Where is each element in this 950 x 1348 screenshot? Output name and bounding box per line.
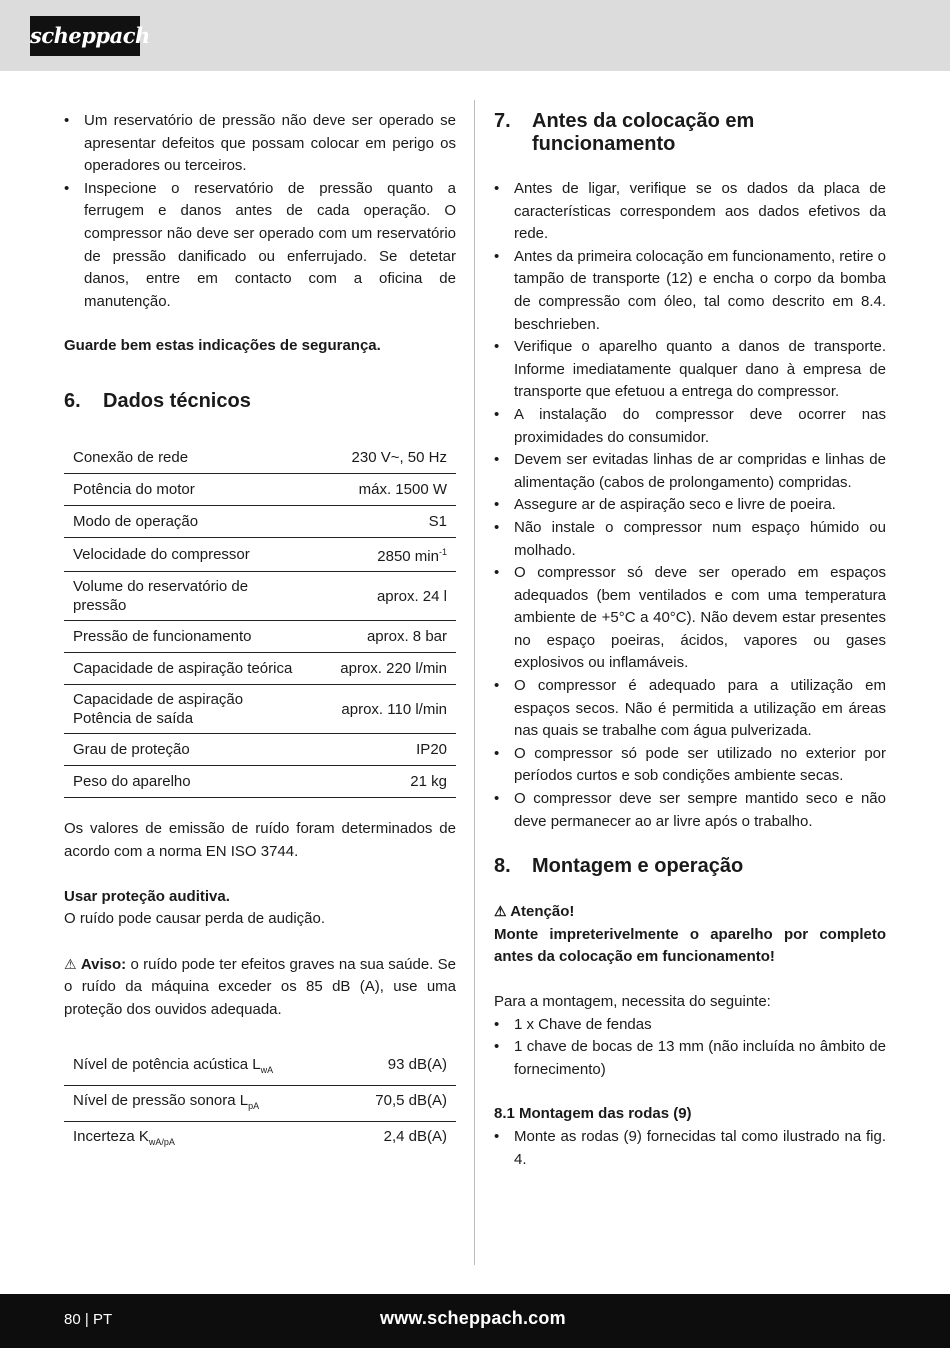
subscript: wA/pA bbox=[148, 1136, 175, 1147]
noise-intro: Os valores de emissão de ruído foram determinados de acordo com a norma EN ISO 3744. bbox=[64, 820, 456, 861]
column-divider bbox=[474, 100, 475, 1265]
aviso-label: Aviso: bbox=[80, 955, 127, 973]
safety-bullet-list bbox=[64, 110, 456, 313]
spec-label: Velocidade do compressor bbox=[64, 538, 312, 572]
table-row bbox=[64, 442, 456, 474]
table-row bbox=[64, 1121, 456, 1157]
hearing-title: Usar proteção auditiva. bbox=[64, 887, 230, 905]
noise-label: Nível de potência acústica $L_{wA}$ bbox=[64, 1050, 342, 1086]
list-item: • Assegure ar de aspiração seco e livre de poeira. bbox=[494, 494, 886, 517]
website-url: www.scheppach.com bbox=[380, 1308, 566, 1328]
list-item: • Inspecione o reservatório de pressão quanto a ferrugem e danos antes de cada operação. O compressor não deve ser operado com um reservatório de pressão danificado ou enferrujado. Se detetar danos, entre em contacto com a oficina de manutenção. bbox=[64, 178, 456, 314]
table-row bbox=[64, 1085, 456, 1121]
section-number: 8. bbox=[494, 855, 511, 878]
left-column bbox=[64, 110, 456, 1157]
list-item: • O compressor é adequado para a utilização em espaços secos. Não é permitida a utilização em áreas nas quais se trabalhe com água pulverizada. bbox=[494, 675, 886, 743]
table-row bbox=[64, 621, 456, 653]
table-row bbox=[64, 653, 456, 685]
noise-value: 93 dB(A) bbox=[342, 1050, 456, 1086]
table-row bbox=[64, 572, 456, 621]
list-item: • 1 chave de bocas de 13 mm (não incluída no âmbito de fornecimento) bbox=[494, 1036, 886, 1081]
spec-value: IP20 bbox=[312, 734, 456, 766]
section-heading-8 bbox=[494, 855, 886, 878]
preparation-bullet-list bbox=[494, 178, 886, 833]
spec-value: aprox. 220 l/min bbox=[312, 653, 456, 685]
spec-value: máx. 1500 W bbox=[312, 474, 456, 506]
warning-icon: ⚠ bbox=[494, 903, 507, 920]
page-number: 80 bbox=[64, 1311, 81, 1328]
list-item: • Não instale o compressor num espaço húmido ou molhado. bbox=[494, 517, 886, 562]
tools-intro: Para a montagem, necessita do seguinte: bbox=[494, 993, 771, 1010]
list-item: • Verifique o aparelho quanto a danos de transporte. Informe imediatamente qualquer dano à empresa de transporte que efetuou a entrega do compressor. bbox=[494, 336, 886, 404]
table-row bbox=[64, 1050, 456, 1086]
language-code: PT bbox=[92, 1311, 113, 1328]
right-column bbox=[494, 110, 886, 1171]
noise-label: Nível de pressão sonora $L_{pA}$ bbox=[64, 1085, 342, 1121]
brand-logo: scheppach bbox=[30, 16, 140, 56]
table-row bbox=[64, 734, 456, 766]
list-item: • O compressor só pode ser utilizado no exterior por períodos curtos e sob condições ambiente secas. bbox=[494, 743, 886, 788]
hearing-text: O ruído pode causar perda de audição. bbox=[64, 910, 326, 928]
list-item: • Antes de ligar, verifique se os dados da placa de características correspondem aos dados efetivos da rede. bbox=[494, 178, 886, 246]
table-row bbox=[64, 474, 456, 506]
list-item: • O compressor deve ser sempre mantido seco e não deve permanecer ao ar livre após o trabalho. bbox=[494, 788, 886, 833]
spec-label: Pressão de funcionamento bbox=[64, 621, 312, 653]
list-item: • Antes da primeira colocação em funcionamento, retire o tampão de transporte (12) e encha o corpo da bomba de compressão com óleo, tal como descrito em 8.4. beschrieben. bbox=[494, 246, 886, 336]
section-heading-6 bbox=[64, 388, 456, 414]
section-number: 6. bbox=[64, 389, 81, 412]
spec-value: 2850 $\min^{-1}$ bbox=[312, 538, 456, 572]
spec-value: 21 kg bbox=[312, 766, 456, 798]
spec-label: Volume do reservatório de pressão bbox=[64, 572, 312, 621]
section-title: Montagem e operação bbox=[532, 855, 744, 878]
list-item: • Devem ser evitadas linhas de ar compridas e linhas de alimentação (cabos de prolongamento) compridas. bbox=[494, 449, 886, 494]
section-heading-7 bbox=[494, 110, 886, 156]
spec-value: aprox. 24 l bbox=[312, 572, 456, 621]
section-title: Antes da colocação em funcionamento bbox=[532, 110, 755, 155]
spec-value: aprox. 110 l/min bbox=[312, 685, 456, 734]
page-header bbox=[0, 0, 950, 71]
noise-table bbox=[64, 1050, 456, 1157]
section-number: 7. bbox=[494, 110, 511, 132]
noise-label: Incerteza $K_{wA/pA}$ bbox=[73, 1127, 175, 1147]
warning-icon: ⚠ bbox=[64, 955, 77, 972]
aviso-paragraph bbox=[64, 953, 456, 1022]
table-row bbox=[64, 538, 456, 572]
attention-heading: ⚠ Atenção! bbox=[494, 900, 886, 924]
list-item: • A instalação do compressor deve ocorrer nas proximidades do consumidor. bbox=[494, 404, 886, 449]
table-row bbox=[64, 766, 456, 798]
table-row bbox=[64, 506, 456, 538]
page-footer bbox=[0, 1294, 950, 1348]
subsection-heading-8-1: 8.1 Montagem das rodas (9) bbox=[494, 1105, 692, 1123]
aviso-text: o ruído pode ter efeitos graves na sua saúde. Se o ruído da máquina exceder os 85 dB (A), use uma proteção dos ouvidos adequada. bbox=[64, 955, 456, 1018]
spec-value: aprox. 8 bar bbox=[312, 621, 456, 653]
superscript: -1 bbox=[438, 547, 447, 558]
spec-label: Modo de operação bbox=[64, 506, 312, 538]
spec-label: Capacidade de aspiração Potência de saída bbox=[64, 685, 312, 734]
technical-data-table bbox=[64, 442, 456, 799]
wheels-bullet-list bbox=[494, 1126, 886, 1171]
tools-list bbox=[494, 1014, 886, 1082]
attention-text: Monte impreterivelmente o aparelho por completo antes da colocação em funcionamento! bbox=[494, 925, 886, 966]
table-row bbox=[64, 685, 456, 734]
noise-value: 2,4 dB(A) bbox=[383, 1127, 447, 1145]
list-item: • Um reservatório de pressão não deve ser operado se apresentar defeitos que possam colocar em perigo os operadores ou terceiros. bbox=[64, 110, 456, 178]
spec-value: S1 bbox=[312, 506, 456, 538]
subscript: wA bbox=[260, 1064, 274, 1075]
spec-value: 230 V~, 50 Hz bbox=[312, 442, 456, 474]
list-item: • Monte as rodas (9) fornecidas tal como ilustrado na fig. 4. bbox=[494, 1126, 886, 1171]
safety-note: Guarde bem estas indicações de segurança. bbox=[64, 337, 381, 355]
noise-value: 70,5 dB(A) bbox=[342, 1085, 456, 1121]
page-number-label: 80 | PT bbox=[64, 1311, 113, 1328]
list-item: • O compressor só deve ser operado em espaços adequados (bem ventilados e com uma temperatura ambiente de +5°C a 40°C). Não devem estar presentes no espaço poeiras, ácidos, vapores ou gases explosivos ou inflamáveis. bbox=[494, 562, 886, 675]
spec-label: Conexão de rede bbox=[64, 442, 312, 474]
spec-label: Grau de proteção bbox=[64, 734, 312, 766]
spec-label: Peso do aparelho bbox=[64, 766, 312, 798]
spec-label: Potência do motor bbox=[64, 474, 312, 506]
list-item: • 1 x Chave de fendas bbox=[494, 1014, 886, 1037]
section-title: Dados técnicos bbox=[103, 389, 251, 412]
spec-label: Capacidade de aspiração teórica bbox=[64, 653, 312, 685]
subscript: pA bbox=[248, 1100, 260, 1111]
